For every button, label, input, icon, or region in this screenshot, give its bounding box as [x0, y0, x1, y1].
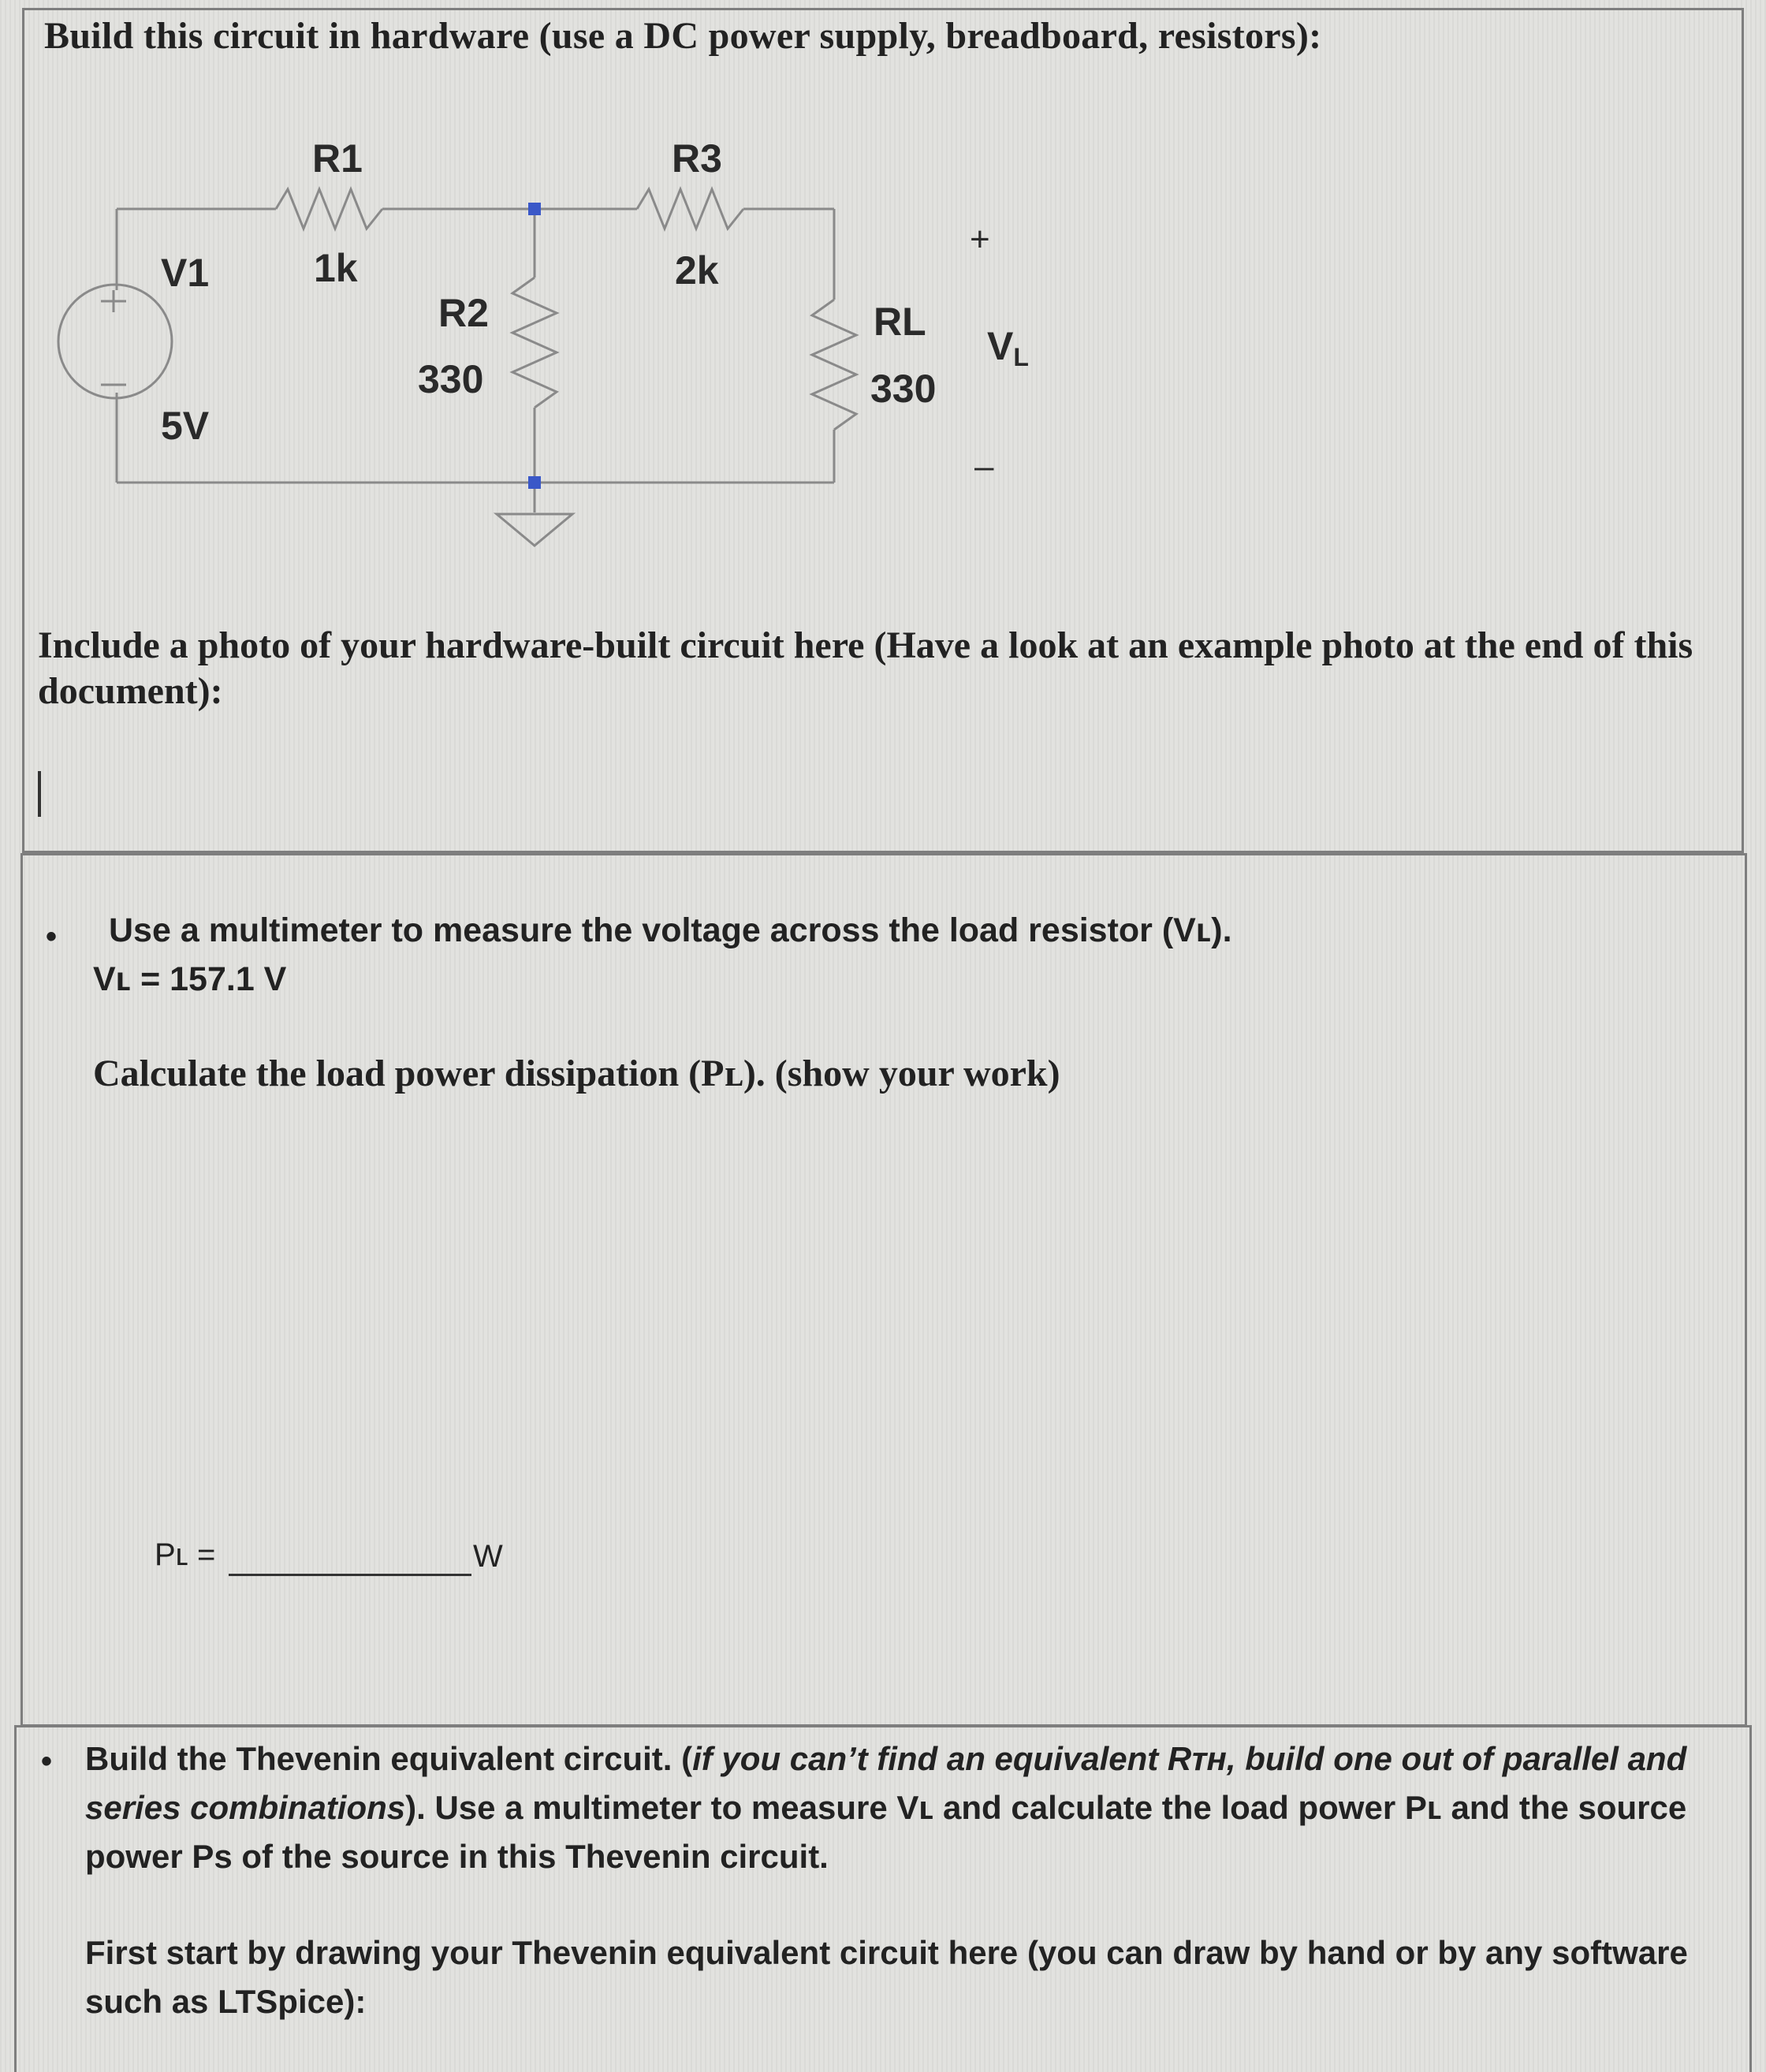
- r2-value-label: 330: [418, 357, 484, 401]
- pl-label: Pʟ =: [155, 1537, 216, 1572]
- vl-minus-label: –: [974, 447, 994, 486]
- vl-label: VL: [987, 324, 1029, 371]
- r1-value-label: 1k: [314, 246, 358, 290]
- section-heading: Build this circuit in hardware (use a DC power supply, breadboard, resistors):: [44, 15, 1322, 57]
- r3-name-label: R3: [672, 136, 722, 181]
- thevenin-instruction: Build the Thevenin equivalent circuit. (if you can’t find an equivalent Rᴛʜ, build one out of parallel and series combinations). Use a multimeter to measure Vʟ and calculate the load power Pʟ and the source power Ps of the source in this Thevenin circuit.: [85, 1740, 1687, 1875]
- resistor-r1: [276, 189, 382, 229]
- source-name-label: V1: [161, 251, 210, 295]
- calc-instruction: Calculate the load power dissipation (Pʟ). (show your work): [93, 1053, 1060, 1094]
- rl-name-label: RL: [874, 300, 926, 344]
- r1-name-label: R1: [312, 136, 363, 181]
- resistor-rl: [812, 300, 856, 430]
- photo-instruction: Include a photo of your hardware-built circuit here (Have a look at an example photo at the end of this document):: [38, 624, 1693, 712]
- pl-answer-blank[interactable]: [229, 1574, 471, 1576]
- circuit-schematic: [0, 0, 1766, 568]
- resistor-r3: [637, 189, 743, 229]
- bullet-icon: •: [41, 1744, 53, 1779]
- node-dot-top: [528, 203, 541, 215]
- vl-plus-label: +: [970, 220, 990, 259]
- r3-value-label: 2k: [675, 248, 719, 293]
- text-cursor: [38, 771, 41, 817]
- ground-icon: [497, 514, 572, 546]
- resistor-r2: [512, 278, 557, 408]
- source-value-label: 5V: [161, 404, 210, 448]
- draw-instruction: First start by drawing your Thevenin equivalent circuit here (you can draw by hand or by any software such as LTSpice):: [85, 1934, 1688, 2020]
- vl-measurement: Vʟ = 157.1 V: [93, 960, 287, 998]
- measure-instruction: Use a multimeter to measure the voltage across the load resistor (Vʟ).: [109, 911, 1232, 949]
- bullet-icon: •: [46, 919, 58, 954]
- rl-value-label: 330: [870, 367, 937, 411]
- node-dot-bottom: [528, 476, 541, 489]
- r2-name-label: R2: [438, 291, 489, 335]
- pl-unit: W: [473, 1539, 503, 1574]
